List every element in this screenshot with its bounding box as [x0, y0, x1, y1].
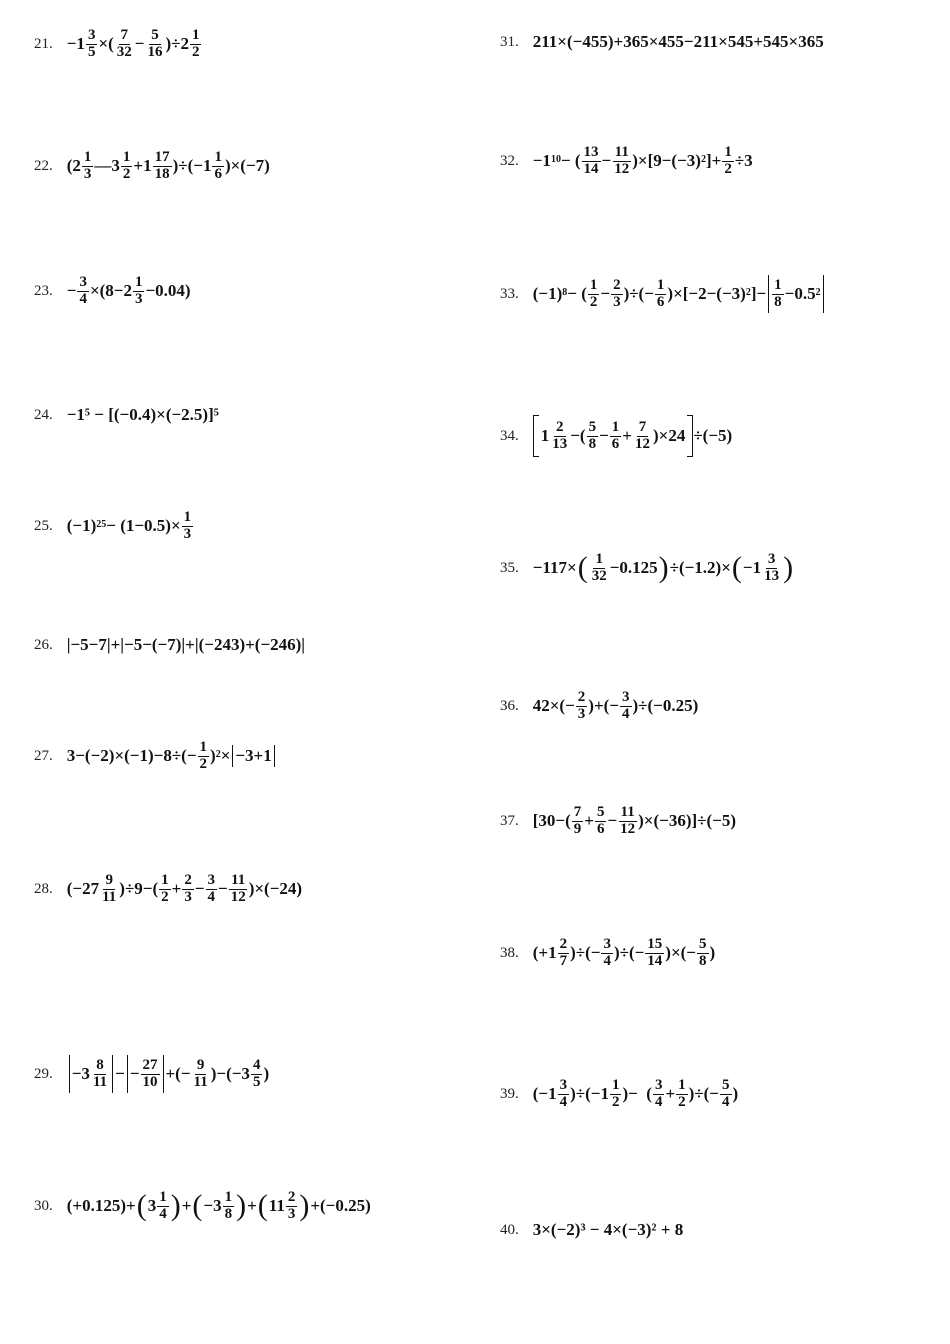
expression: −1⁵ − [(−0.4)×(−2.5)]⁵: [66, 405, 219, 424]
problem-32: [500, 145, 753, 178]
problem-28: [34, 873, 302, 906]
problem-number: 33.: [500, 285, 519, 302]
problem-38: [500, 937, 715, 970]
expression: −1 $\frac{3}{5}$ ×( $\frac{7}{32}$ − $\frac{5}{16}$ )÷2 $\frac{1}{2}$: [66, 27, 200, 60]
problem-25: [34, 510, 194, 543]
problem-number: 37.: [500, 812, 519, 829]
expression: 3−(−2)×(−1)−8÷(− $\frac{1}{2}$ ) $^2$ × −3+1: [67, 740, 277, 773]
expression: |−5−7|+|−5−(−7)|+|(−243)+(−246)|: [66, 635, 306, 654]
problem-number: 22.: [34, 157, 53, 174]
problem-number: 35.: [500, 559, 519, 576]
problem-29: [34, 1055, 269, 1093]
problem-30: [34, 1190, 371, 1223]
problem-number: 40.: [500, 1221, 519, 1238]
problem-31: [500, 32, 824, 52]
expression: (−1) $^{25}$ − (1−0.5)× $\frac{1}{3}$: [66, 509, 192, 542]
expression: −117× ( $\frac{1}{32}$ −0.125 ) ÷(−1.2)× ( −1 $\frac{3}{13}$ ): [532, 551, 794, 585]
problem-22: [34, 150, 270, 183]
problem-36: [500, 690, 698, 723]
problem-35: [500, 552, 794, 585]
expression: 211×(−455)+365×455−211×545+545×365: [532, 32, 824, 51]
problem-number: 24.: [34, 406, 53, 423]
expression: 1 $\frac{2}{13}$ −( $\frac{5}{8}$ − $\frac{1}{6}$ + $\frac{7}{12}$ )×24 ÷(−5): [533, 415, 732, 457]
problem-34: [500, 415, 732, 457]
expression: [30−( $\frac{7}{9}$ + $\frac{5}{6}$ − $\frac{11}{12}$ )×(−36)]÷(−5): [532, 804, 736, 837]
expression: −1 $^{10}$ − ( $\frac{13}{14}$ − $\frac{11}{12}$ )×[9−(−3) $^2$ ]+ $\frac{1}{2}$ ÷3: [532, 144, 753, 177]
problem-number: 30.: [34, 1197, 53, 1214]
problem-number: 36.: [500, 697, 519, 714]
expression: 42×(− $\frac{2}{3}$ )+(− $\frac{3}{4}$ )÷(−0.25): [532, 689, 699, 722]
problem-24: [34, 405, 219, 425]
problem-21: [34, 28, 202, 61]
problem-number: 27.: [34, 747, 53, 764]
expression: (+0.125)+ ( 3 $\frac{1}{4}$ ) + ( −3 $\frac{1}{8}$ ) + ( 11 $\frac{2}{3}$ ) +(−0.25): [66, 1189, 371, 1223]
problem-number: 23.: [34, 282, 53, 299]
expression: (2 $\frac{1}{3}$ —3 $\frac{1}{2}$ +1 $\frac{17}{18}$ )÷(−1 $\frac{1}{6}$ )×(−7): [66, 149, 270, 182]
problem-number: 29.: [34, 1065, 53, 1082]
problem-number: 34.: [500, 427, 519, 444]
problem-number: 31.: [500, 33, 519, 50]
problem-39: [500, 1078, 738, 1111]
expression: −3 $\frac{8}{11}$ − − $\frac{27}{10}$ +(− $\frac{9}{11}$ )−(−3 $\frac{4}{5}$ ): [67, 1055, 269, 1093]
problem-40: [500, 1220, 683, 1240]
problem-33: [500, 275, 826, 313]
problem-26: [34, 635, 305, 655]
expression: (−1 $\frac{3}{4}$ )÷(−1 $\frac{1}{2}$ )− ( $\frac{3}{4}$ + $\frac{1}{2}$ )÷(− $\frac{5}{4}$ ): [532, 1077, 739, 1110]
problem-number: 26.: [34, 636, 53, 653]
problem-27: [34, 740, 277, 773]
problem-23: [34, 275, 191, 308]
expression: (+1 $\frac{2}{7}$ )÷(− $\frac{3}{4}$ )÷(− $\frac{15}{14}$ )×(− $\frac{5}{8}$ ): [532, 936, 716, 969]
expression: 3×(−2)³ − 4×(−3)² + 8: [532, 1220, 684, 1239]
problem-number: 21.: [34, 35, 53, 52]
problem-37: [500, 805, 736, 838]
problem-number: 25.: [34, 517, 53, 534]
expression: (−1) $^8$ − ( $\frac{1}{2}$ − $\frac{2}{3}$ )÷(− $\frac{1}{6}$ )×[−2−(−3) $^2$ ]− $\frac{1}{8}$ −0.5 $^2$: [533, 275, 826, 313]
problem-number: 39.: [500, 1085, 519, 1102]
problem-number: 28.: [34, 880, 53, 897]
problem-number: 32.: [500, 152, 519, 169]
expression: − $\frac{3}{4}$ ×(8−2 $\frac{1}{3}$ −0.04): [66, 274, 191, 307]
expression: (−27 $\frac{9}{11}$ )÷9−( $\frac{1}{2}$ + $\frac{2}{3}$ − $\frac{3}{4}$ − $\frac{11}{12}$ )×(−24): [66, 872, 303, 905]
problem-number: 38.: [500, 944, 519, 961]
